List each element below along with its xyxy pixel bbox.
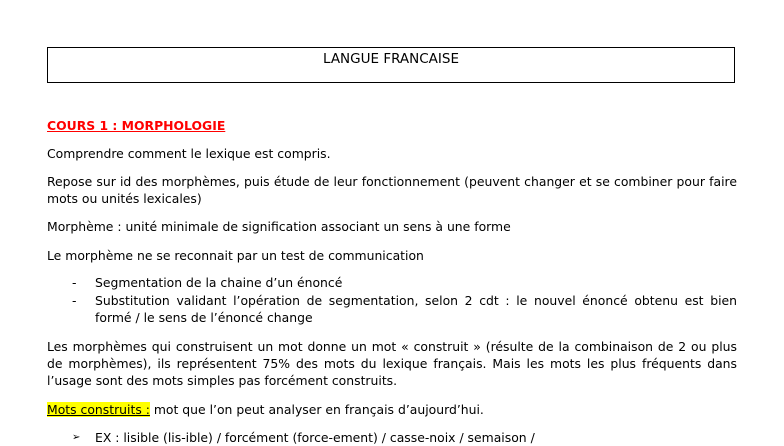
paragraph-description: Repose sur id des morphèmes, puis étude de leur fonctionnement (peuvent changer et se combiner pour faire mots ou unités lexicales) bbox=[47, 174, 737, 206]
example-text: EX : lisible (lis-ible) / forcément (force-ement) / casse-noix / semaison / bbox=[95, 430, 535, 445]
bullet-text: Substitution validant l’opération de segmentation, selon 2 cdt : le nouvel énoncé obtenu est bien formé / le sens de l’énoncé change bbox=[95, 293, 737, 325]
title-box bbox=[47, 47, 735, 83]
paragraph-mots-construits bbox=[47, 401, 737, 418]
paragraph-morphemes: Les morphèmes qui construisent un mot donne un mot « construit » (résulte de la combinaison de 2 ou plus de morphèmes), ils représentent 75% des mots du lexique français. Mais les mots les plus fréquents dans l’usage sont des mots simples pas forcément construits. bbox=[47, 339, 737, 388]
paragraph-definition: Morphème : unité minimale de signification associant un sens à une forme bbox=[47, 219, 511, 234]
document-title: LANGUE FRANCAISE bbox=[322, 51, 459, 67]
arrow-bullet-icon: ➢ bbox=[72, 432, 81, 443]
bullet-dash: - bbox=[72, 293, 77, 308]
course-heading: COURS 1 : MORPHOLOGIE bbox=[47, 118, 226, 133]
definition-text: mot que l’on peut analyser en français d’aujourd’hui. bbox=[149, 402, 484, 417]
bullet-text: Segmentation de la chaine d’un énoncé bbox=[95, 275, 343, 290]
paragraph-test: Le morphème ne se reconnait par un test de communication bbox=[47, 248, 424, 263]
bullet-dash: - bbox=[72, 275, 77, 290]
paragraph-intro: Comprendre comment le lexique est compris. bbox=[47, 146, 331, 161]
highlighted-term: Mots construits : bbox=[47, 402, 150, 417]
